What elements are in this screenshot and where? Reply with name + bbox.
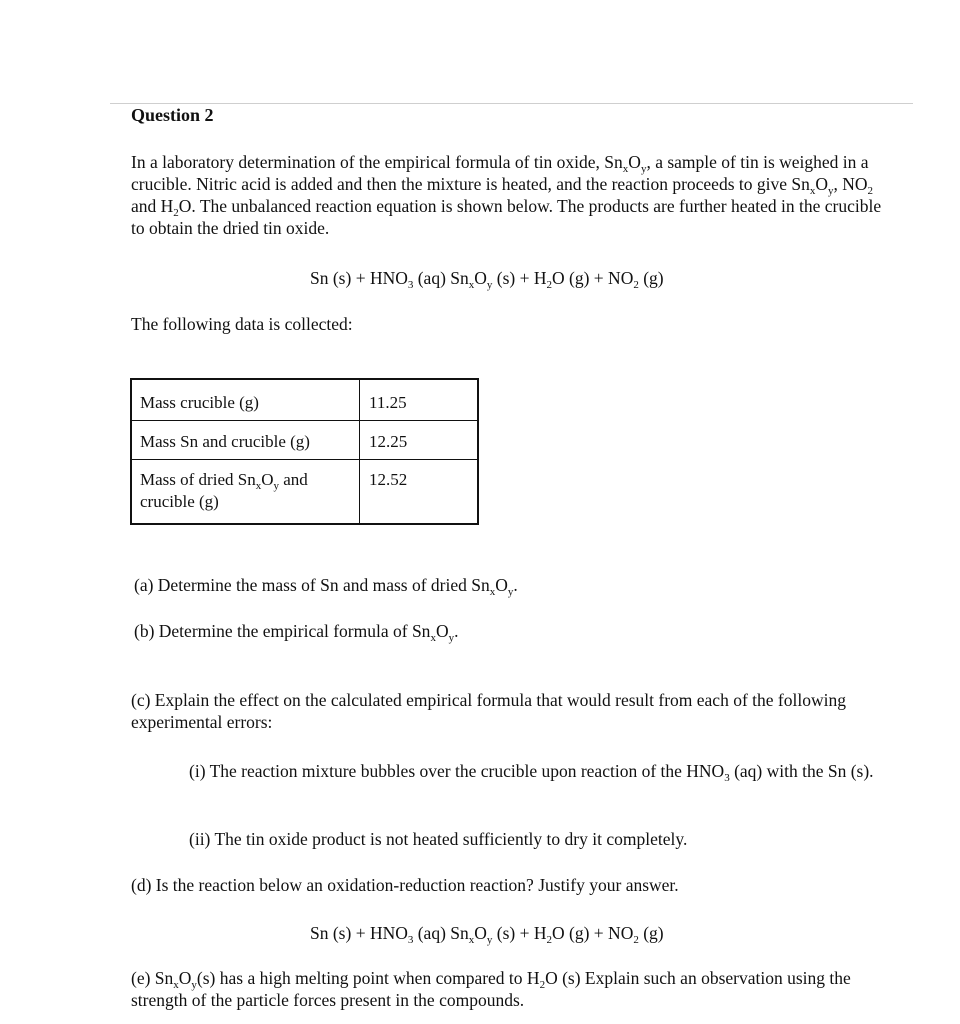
header-divider bbox=[110, 103, 913, 104]
reaction-equation-repeat: Sn $(s) + HNO_3$ (aq) $Sn_xO_y$ $(s) + H_2O$ $(g) + NO_2$ (g) bbox=[310, 923, 664, 946]
table-row bbox=[131, 421, 478, 460]
question-heading: Question 2 bbox=[131, 105, 214, 125]
table-cell-label: Mass crucible (g) bbox=[131, 379, 360, 421]
question-c-ii: (ii) The tin oxide product is not heated sufficiently to dry it completely. bbox=[189, 829, 688, 849]
intro-paragraph: In a laboratory determination of the empirical formula of tin oxide, $Sn_xO_y$, a sample of tin is weighed in a crucible. Nitric acid is added and then the mixture is heated, and the reaction proceeds to give $Sn_xO_y$, $NO_2$ and $H_2O$. The unbalanced reaction equation is shown below. The products are further heated in the crucible to obtain the dried tin oxide. bbox=[131, 152, 882, 238]
table-cell-value: 11.25 bbox=[360, 379, 479, 421]
table-cell-value: 12.25 bbox=[360, 421, 479, 460]
table-row bbox=[131, 460, 478, 525]
question-e: (e) $Sn_xO_y(s)$ has a high melting point when compared to $H_2O$ (s) Explain such an observation using the strength of the particle forces present in the compounds. bbox=[131, 968, 851, 1010]
question-b: (b) Determine the empirical formula of $Sn_xO_y$. bbox=[134, 621, 459, 644]
question-a: (a) Determine the mass of Sn and mass of dried $Sn_xO_y$. bbox=[134, 575, 518, 598]
table-cell-value: 12.52 bbox=[360, 460, 479, 525]
table-row bbox=[131, 379, 478, 421]
reaction-equation: Sn $(s) + HNO_3$ (aq) $Sn_xO_y$ $(s) + H_2O$ $(g) + NO_2$ (g) bbox=[310, 268, 664, 291]
question-d: (d) Is the reaction below an oxidation-reduction reaction? Justify your answer. bbox=[131, 875, 679, 895]
table-cell-label: Mass of dried $Sn_xO_y$ and crucible (g) bbox=[131, 460, 360, 525]
mass-data-table bbox=[130, 378, 479, 525]
table-cell-label: Mass Sn and crucible (g) bbox=[131, 421, 360, 460]
question-c-i: (i) The reaction mixture bubbles over the crucible upon reaction of the $HNO_3$ (aq) with the Sn (s). bbox=[189, 761, 874, 784]
question-c: (c) Explain the effect on the calculated empirical formula that would result from each of the following experimental errors: bbox=[131, 690, 846, 732]
data-collected-label: The following data is collected: bbox=[131, 314, 353, 334]
